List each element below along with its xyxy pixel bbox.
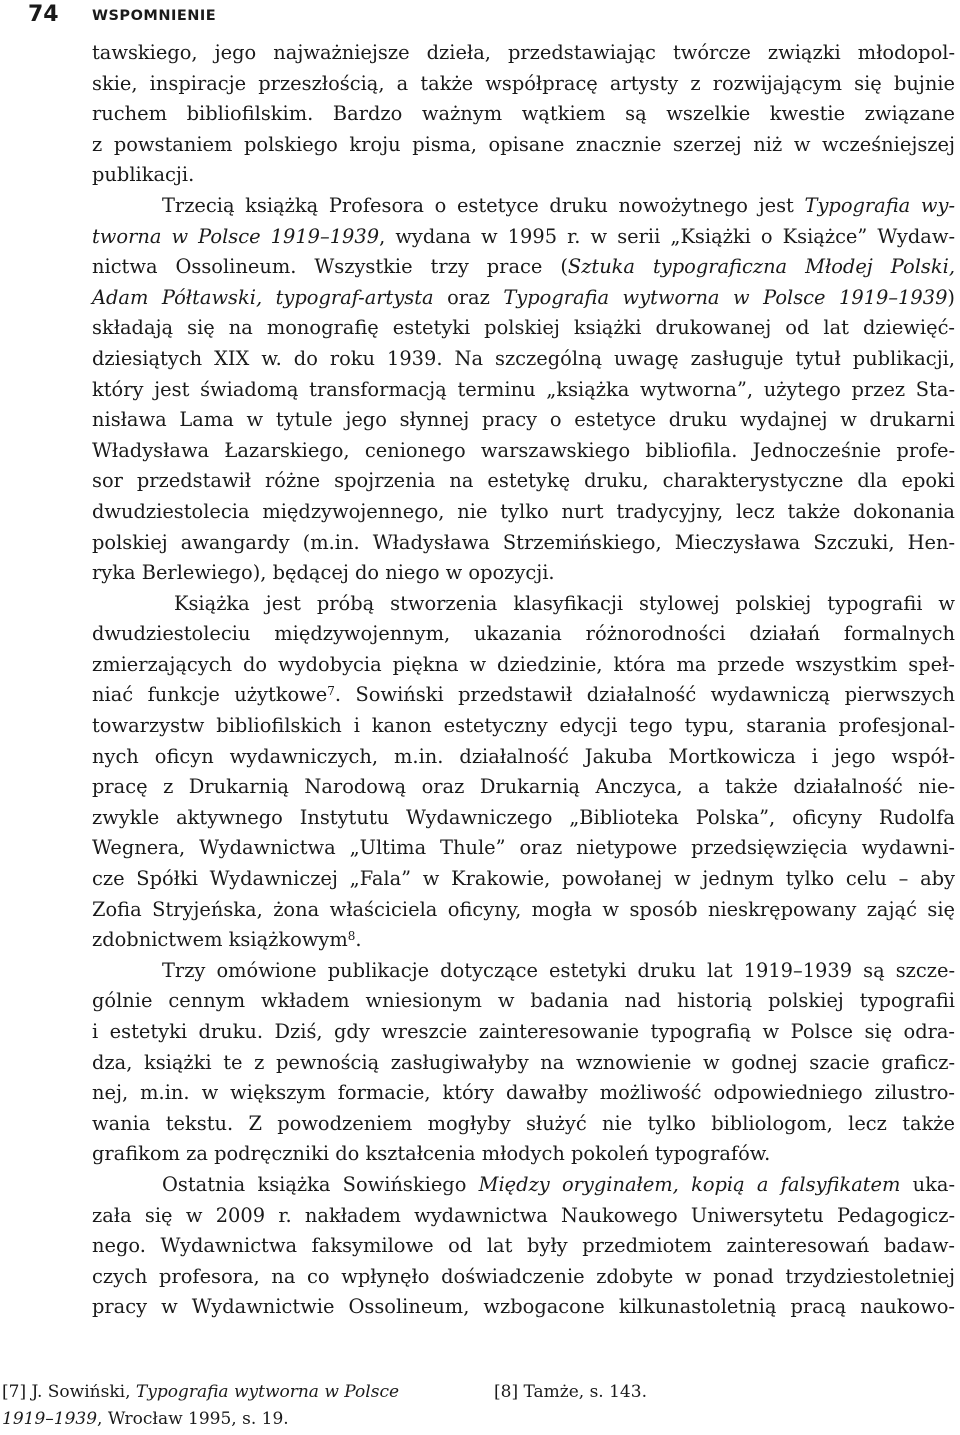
text-line	[92, 160, 955, 191]
text-run: grafikom za podręczniki do kształcenia młodych pokoleń typografów.	[92, 1142, 771, 1166]
footnote-7-title: Typografia wytworna w Polsce	[135, 1382, 400, 1402]
text-run: nych oficyn wydawniczych, m.in. działalność Jakuba Mortkowicza i jego współ-	[92, 744, 955, 768]
italic-title: Typografia wy-	[804, 193, 956, 217]
text-run: pracę z Drukarnią Narodową oraz Drukarnią Anczyca, a także działalność nie-	[92, 775, 955, 799]
text-line	[92, 833, 955, 864]
text-run: , wydana w 1995 r. w serii „Książki o Książce” Wydaw-	[379, 224, 955, 248]
text-run: zmierzających do wydobycia piękna w dziedzinie, która ma przede wszystkim speł-	[92, 652, 955, 676]
footnote-ref: 7	[327, 684, 335, 699]
italic-title: Typografia wytworna w Polsce 1919–1939	[503, 285, 948, 309]
italic-title: Między oryginałem, kopią a falsyfikatem	[478, 1172, 901, 1196]
italic-title: Sztuka typograficzna Młodej Polski,	[567, 255, 956, 279]
text-run: tawskiego, jego najważniejsze dzieła, przedstawiając twórcze związki młodopol-	[92, 41, 955, 64]
text-run: zwykle aktywnego Instytutu Wydawniczego „Biblioteka Polska”, oficyny Rudolfa	[92, 805, 955, 829]
page-number: 74	[28, 2, 59, 27]
text-run: dwudziestolecia międzywojennego, nie tylko nurt tradycyjny, lecz także dokonania	[92, 499, 955, 523]
footnote-7-continued	[2, 1406, 289, 1432]
text-line	[92, 191, 955, 222]
text-run: dza, książki te z pewnością zasługiwałyby na wznowienie w godnej szacie graficz-	[92, 1050, 955, 1074]
text-run: cze Spółki Wydawniczej „Fala” w Krakowie, powołanej w jednym tylko celu – aby	[92, 867, 955, 891]
text-run: gólnie cennym wkładem wniesionym w badania nad historią polskiej typografii	[92, 989, 955, 1013]
text-line	[92, 742, 955, 773]
text-run: Książka jest próbą stworzenia klasyfikacji stylowej polskiej typografii w	[174, 591, 955, 615]
text-line	[92, 436, 955, 467]
text-run: z powstaniem polskiego kroju pisma, opisane znacznie szerzej niż w wcześniejszej	[92, 132, 955, 156]
text-line	[92, 558, 955, 589]
text-run: który jest świadomą transformacją terminu „książka wytworna”, użytego przez Sta-	[92, 377, 955, 401]
text-line	[92, 69, 955, 100]
text-line	[92, 1292, 955, 1323]
text-run: nego. Wydawnictwa faksymilowe od lat były przedmiotem zainteresowań badaw-	[92, 1234, 955, 1258]
text-line	[92, 405, 955, 436]
footnote-7	[2, 1379, 399, 1405]
text-line	[92, 528, 955, 559]
text-line	[92, 313, 955, 344]
text-line	[92, 803, 955, 834]
text-run: nisława Lama w tytule jego słynnej pracy o estetyce druku wydajnej w drukarni	[92, 408, 955, 432]
text-line	[92, 38, 955, 69]
text-run: pracy w Wydawnictwie Ossolineum, wzbogacone kilkunastoletnią pracą naukowo-	[92, 1295, 955, 1319]
text-run: i estetyki druku. Dziś, gdy wreszcie zainteresowanie typografią w Polsce się odra-	[92, 1020, 955, 1043]
text-run: nictwa Ossolineum. Wszystkie trzy prace (	[92, 255, 568, 279]
text-run: niać funkcje użytkowe	[92, 683, 328, 707]
text-run: ruchem bibliofilskim. Bardzo ważnym wątkiem są wszelkie kwestie związane	[92, 102, 955, 126]
text-line	[92, 619, 955, 650]
text-line	[92, 252, 955, 283]
text-line	[92, 986, 955, 1017]
body-text	[92, 38, 955, 1323]
text-line	[92, 99, 955, 130]
text-run: dziesiątych XIX w. do roku 1939. Na szczególną uwagę zasługuje tytuł publikacji,	[92, 346, 955, 370]
text-line	[92, 1170, 955, 1201]
text-line	[92, 1139, 955, 1170]
text-line	[92, 1109, 955, 1140]
text-line	[92, 589, 955, 620]
section-title: WSPOMNIENIE	[92, 8, 217, 24]
text-line	[92, 772, 955, 803]
text-run: oraz	[433, 285, 504, 309]
text-run: Trzy omówione publikacje dotyczące estetyki druku lat 1919–1939 są szcze-	[162, 958, 955, 982]
text-run: Zofia Stryjeńska, żona właściciela oficyny, mogła w sposób nieskrępowany zająć się	[92, 897, 955, 921]
text-run: Władysława Łazarskiego, cenionego warszawskiego bibliofila. Jednocześnie profe-	[92, 438, 955, 462]
footnote-7-details: , Wrocław 1995, s. 19.	[97, 1409, 289, 1429]
text-run: nej, m.in. w większym formacie, który dawałby możliwość odpowiedniego zilustro-	[92, 1081, 955, 1105]
text-line	[92, 1017, 955, 1048]
text-run: zdobnictwem książkowym	[92, 928, 348, 952]
italic-title: tworna w Polsce 1919–1939	[92, 224, 380, 248]
text-run: polskiej awangardy (m.in. Władysława Strzemińskiego, Mieczysława Szczuki, Hen-	[92, 530, 955, 554]
text-line	[92, 375, 955, 406]
text-line	[92, 130, 955, 161]
text-line	[92, 925, 955, 956]
text-line	[92, 466, 955, 497]
text-line	[92, 956, 955, 987]
text-line	[92, 711, 955, 742]
text-run: składają się na monografię estetyki polskiej książki drukowanej od lat dziewięć-	[92, 316, 955, 340]
text-run: Trzecią książką Profesora o estetyce druku nowożytnego jest	[162, 193, 805, 217]
text-line	[92, 1262, 955, 1293]
footnote-8: [8] Tamże, s. 143.	[494, 1382, 647, 1402]
text-run: czych profesora, na co wpłynęło doświadczenie zdobyte w ponad trzydziestoletniej	[92, 1264, 955, 1288]
text-run: .	[355, 928, 362, 952]
text-run: Wegnera, Wydawnictwa „Ultima Thule” oraz nietypowe przedsięwzięcia wydawni-	[92, 836, 955, 860]
text-line	[92, 497, 955, 528]
text-run: publikacji.	[92, 163, 195, 187]
text-run: skie, inspiracje przeszłością, a także współpracę artysty z rozwijającym się bujnie	[92, 71, 955, 95]
text-line	[92, 650, 955, 681]
text-run: . Sowiński przedstawił działalność wydawniczą pierwszych	[334, 683, 955, 707]
text-run: wania tekstu. Z powodzeniem mogłyby służyć nie tylko bibliologom, lecz także	[92, 1111, 955, 1135]
text-line	[92, 680, 955, 711]
text-line	[92, 1231, 955, 1262]
text-line	[92, 864, 955, 895]
text-run: dwudziestoleciu międzywojennym, ukazania różnorodności działań formalnych	[92, 622, 955, 646]
text-line	[92, 1201, 955, 1232]
text-line	[92, 344, 955, 375]
footnote-ref: 8	[347, 929, 356, 944]
text-line	[92, 1078, 955, 1109]
text-line	[92, 1048, 955, 1079]
text-run: uka-	[900, 1172, 955, 1196]
text-line	[92, 895, 955, 926]
italic-title: Adam Półtawski, typograf-artysta	[92, 285, 434, 309]
text-line	[92, 222, 955, 253]
text-line	[92, 283, 955, 314]
footnote-7-mark: [7] J. Sowiński,	[2, 1382, 136, 1402]
text-run: Ostatnia książka Sowińskiego	[162, 1172, 479, 1196]
text-run: )	[947, 285, 955, 309]
text-run: towarzystw bibliofilskich i kanon estetyczny edycji tego typu, starania profesjonal-	[92, 714, 955, 738]
page-header	[0, 0, 960, 30]
text-run: ryka Berlewiego), będącej do niego w opozycji.	[92, 561, 555, 585]
text-run: sor przedstawił różne spojrzenia na estetykę druku, charakterystyczne dla epoki	[92, 469, 955, 493]
footnote-7-title-years: 1919–1939	[2, 1409, 98, 1429]
text-run: zała się w 2009 r. nakładem wydawnictwa Naukowego Uniwersytetu Pedagogicz-	[92, 1203, 955, 1227]
